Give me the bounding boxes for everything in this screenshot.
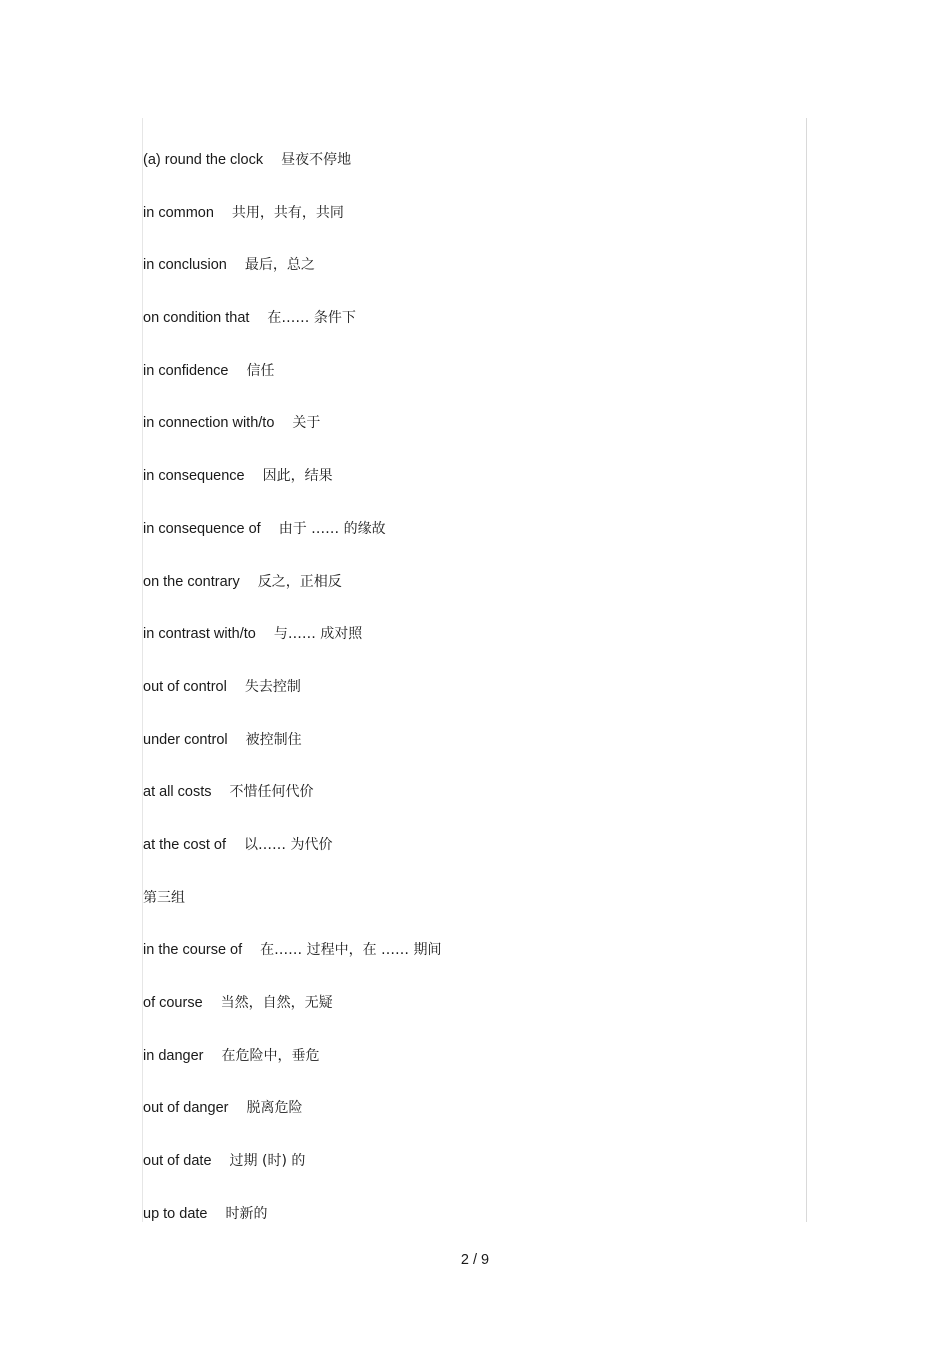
phrase-english: at the cost of	[143, 836, 227, 853]
phrase-entry	[143, 413, 783, 466]
phrase-entry	[143, 1098, 783, 1151]
phrase-english: of course	[143, 995, 203, 1011]
phrase-entry	[143, 361, 783, 414]
phrase-chinese: 在危险中，垂危	[221, 1047, 320, 1064]
phrase-entry	[143, 255, 783, 308]
phrase-english: in conclusion	[143, 257, 227, 274]
phrase-chinese: 与…… 成对照	[273, 626, 363, 643]
phrase-entry	[143, 624, 783, 677]
phrase-chinese: 被控制住	[245, 731, 302, 748]
phrase-english: at all costs	[143, 784, 212, 801]
page-number: 2 / 9	[460, 1252, 490, 1268]
phrase-entry	[143, 730, 783, 783]
phrase-chinese: 信任	[246, 362, 275, 379]
phrase-entry	[143, 782, 783, 835]
phrase-english: in danger	[143, 1047, 204, 1064]
phrase-entry	[143, 150, 783, 203]
phrase-english: on condition that	[143, 310, 250, 327]
phrase-english: in common	[143, 204, 214, 221]
phrase-entry	[143, 308, 783, 361]
phrase-chinese: 因此，结果	[262, 468, 333, 485]
phrase-english: in the course of	[143, 942, 243, 959]
phrase-entry	[143, 993, 783, 1046]
phrase-entry	[143, 677, 783, 730]
phrase-english: in contrast with/to	[143, 626, 256, 643]
phrase-entry	[143, 1204, 783, 1257]
phrase-english: out of control	[143, 678, 227, 695]
phrase-list	[143, 150, 783, 1256]
phrase-chinese: 由于 …… 的缘故	[278, 520, 386, 537]
phrase-entry	[143, 835, 783, 888]
phrase-entry	[143, 572, 783, 625]
phrase-chinese: 不惜任何代价	[229, 784, 314, 801]
phrase-chinese: 共用，共有，共同	[231, 204, 344, 221]
phrase-chinese: 时新的	[225, 1205, 268, 1222]
phrase-chinese: 当然，自然，无疑	[220, 995, 333, 1011]
phrase-chinese: 关于	[292, 415, 321, 432]
phrase-english: out of danger	[143, 1100, 229, 1117]
phrase-entry	[143, 1046, 783, 1099]
phrase-english: on the contrary	[143, 573, 240, 590]
phrase-english: in consequence	[143, 468, 245, 485]
phrase-english: out of date	[143, 1153, 212, 1170]
phrase-english: under control	[143, 731, 228, 748]
phrase-entry	[143, 1151, 783, 1204]
phrase-english: up to date	[143, 1205, 208, 1222]
phrase-chinese: 在…… 过程中，在 …… 期间	[260, 942, 442, 959]
phrase-english: in confidence	[143, 362, 229, 379]
phrase-entry	[143, 940, 783, 993]
phrase-entry	[143, 466, 783, 519]
phrase-chinese: 在…… 条件下	[267, 310, 356, 327]
phrase-entry	[143, 203, 783, 256]
phrase-chinese: 过期 (时) 的	[229, 1153, 306, 1170]
right-margin-rule	[806, 118, 807, 1222]
phrase-chinese: 反之，正相反	[257, 573, 342, 590]
phrase-english: (a) round the clock	[143, 152, 264, 168]
phrase-chinese: 最后，总之	[244, 257, 315, 274]
phrase-chinese: 失去控制	[244, 678, 301, 695]
phrase-chinese: 以…… 为代价	[244, 836, 333, 853]
phrase-chinese: 昼夜不停地	[281, 152, 352, 168]
phrase-english: in connection with/to	[143, 415, 275, 432]
section-heading: 第三组	[143, 889, 185, 906]
phrase-english: in consequence of	[143, 520, 261, 537]
phrase-chinese: 脱离危险	[246, 1100, 303, 1117]
phrase-entry	[143, 519, 783, 572]
